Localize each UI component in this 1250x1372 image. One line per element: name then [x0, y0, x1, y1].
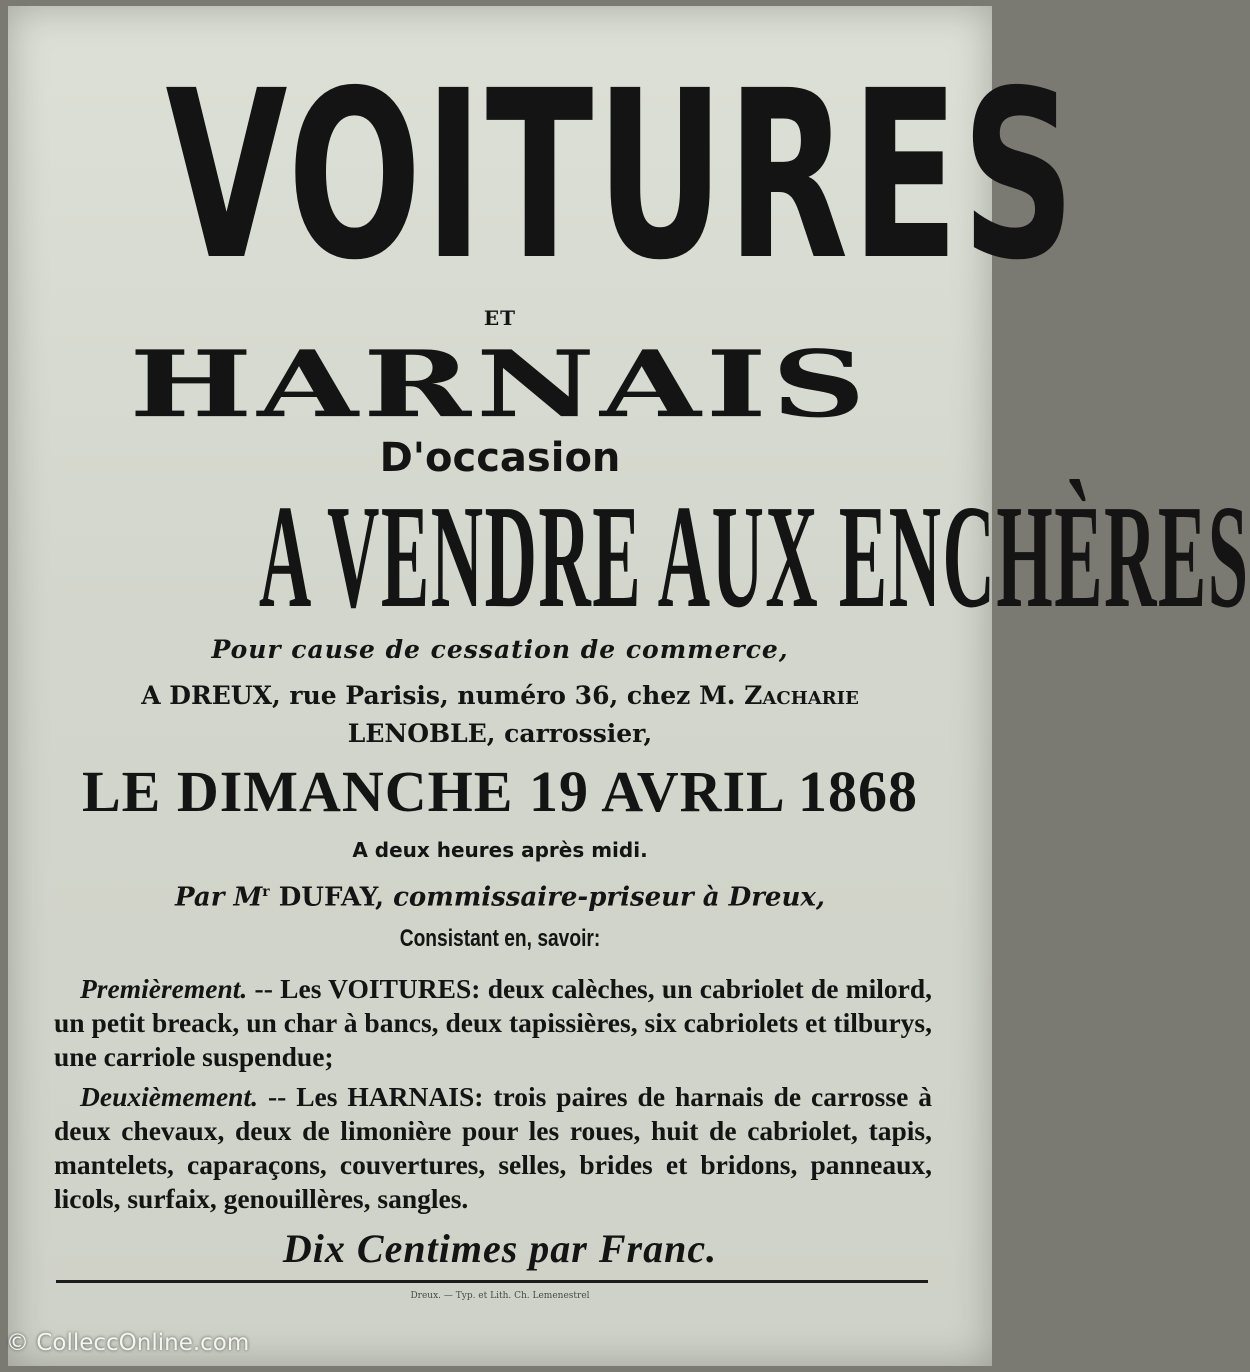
cause-line: Pour cause de cessation de commerce, [211, 635, 789, 664]
paragraph-voitures-lead: Premièrement. [80, 973, 248, 1004]
paragraph-voitures-body: -- Les VOITURES: deux calèches, un cabriolet de milord, un petit breack, un char à bancs, deux tapissières, six cabriolets et tilburys, une carriole suspendue; [54, 973, 932, 1072]
bottom-rule-divider [56, 1280, 928, 1283]
address-line-1-text: A DREUX, rue Parisis, numéro 36, chez M. [141, 681, 736, 710]
auctioneer-name: DUFAY, [278, 882, 385, 913]
watermark-text: © ColleccOnline.com [6, 1330, 250, 1356]
title-harnais: HARNAIS [129, 329, 871, 439]
printer-credit: Dreux. — Typ. et Lith. Ch. Lemenestrel [410, 1291, 590, 1301]
conjunction-et: ET [483, 306, 517, 330]
auctioneer-line [8, 874, 992, 916]
auctioneer-role: commissaire-priseur à Dreux, [393, 882, 825, 913]
paragraph-voitures [54, 972, 932, 1074]
address-line-2: LENOBLE, carrossier, [347, 719, 653, 748]
address-firstname: Zacharie [744, 681, 859, 710]
headline-vendre-aux-encheres: A VENDRE AUX ENCHÈRES [258, 475, 1250, 639]
auction-time: A deux heures après midi. [352, 838, 648, 862]
dix-centimes-line: Dix Centimes par Franc. [282, 1226, 718, 1271]
consistant-line: Consistant en, savoir: [399, 925, 601, 952]
paragraph-harnais-lead: Deuxièmement. [80, 1081, 258, 1112]
auctioneer-prefix-sup: r [262, 884, 270, 900]
address-line-1 [8, 680, 992, 712]
auctioneer-prefix: Par M [175, 882, 263, 913]
subtitle-occasion: D'occasion [379, 435, 621, 481]
auction-date: LE DIMANCHE 19 AVRIL 1868 [81, 759, 919, 824]
auction-poster [8, 6, 1250, 1366]
paragraph-harnais [54, 1080, 932, 1216]
title-voitures: VOITURES [165, 41, 1078, 311]
paragraph-harnais-body: -- Les HARNAIS: trois paires de harnais de carrosse à deux chevaux, deux de limonière pour les roues, huit de cabriolet, tapis, mantelets, caparaçons, couvertures, selles, brides et bridons, panneaux, licols, surfaix, genouillères, sangles. [54, 1081, 932, 1214]
